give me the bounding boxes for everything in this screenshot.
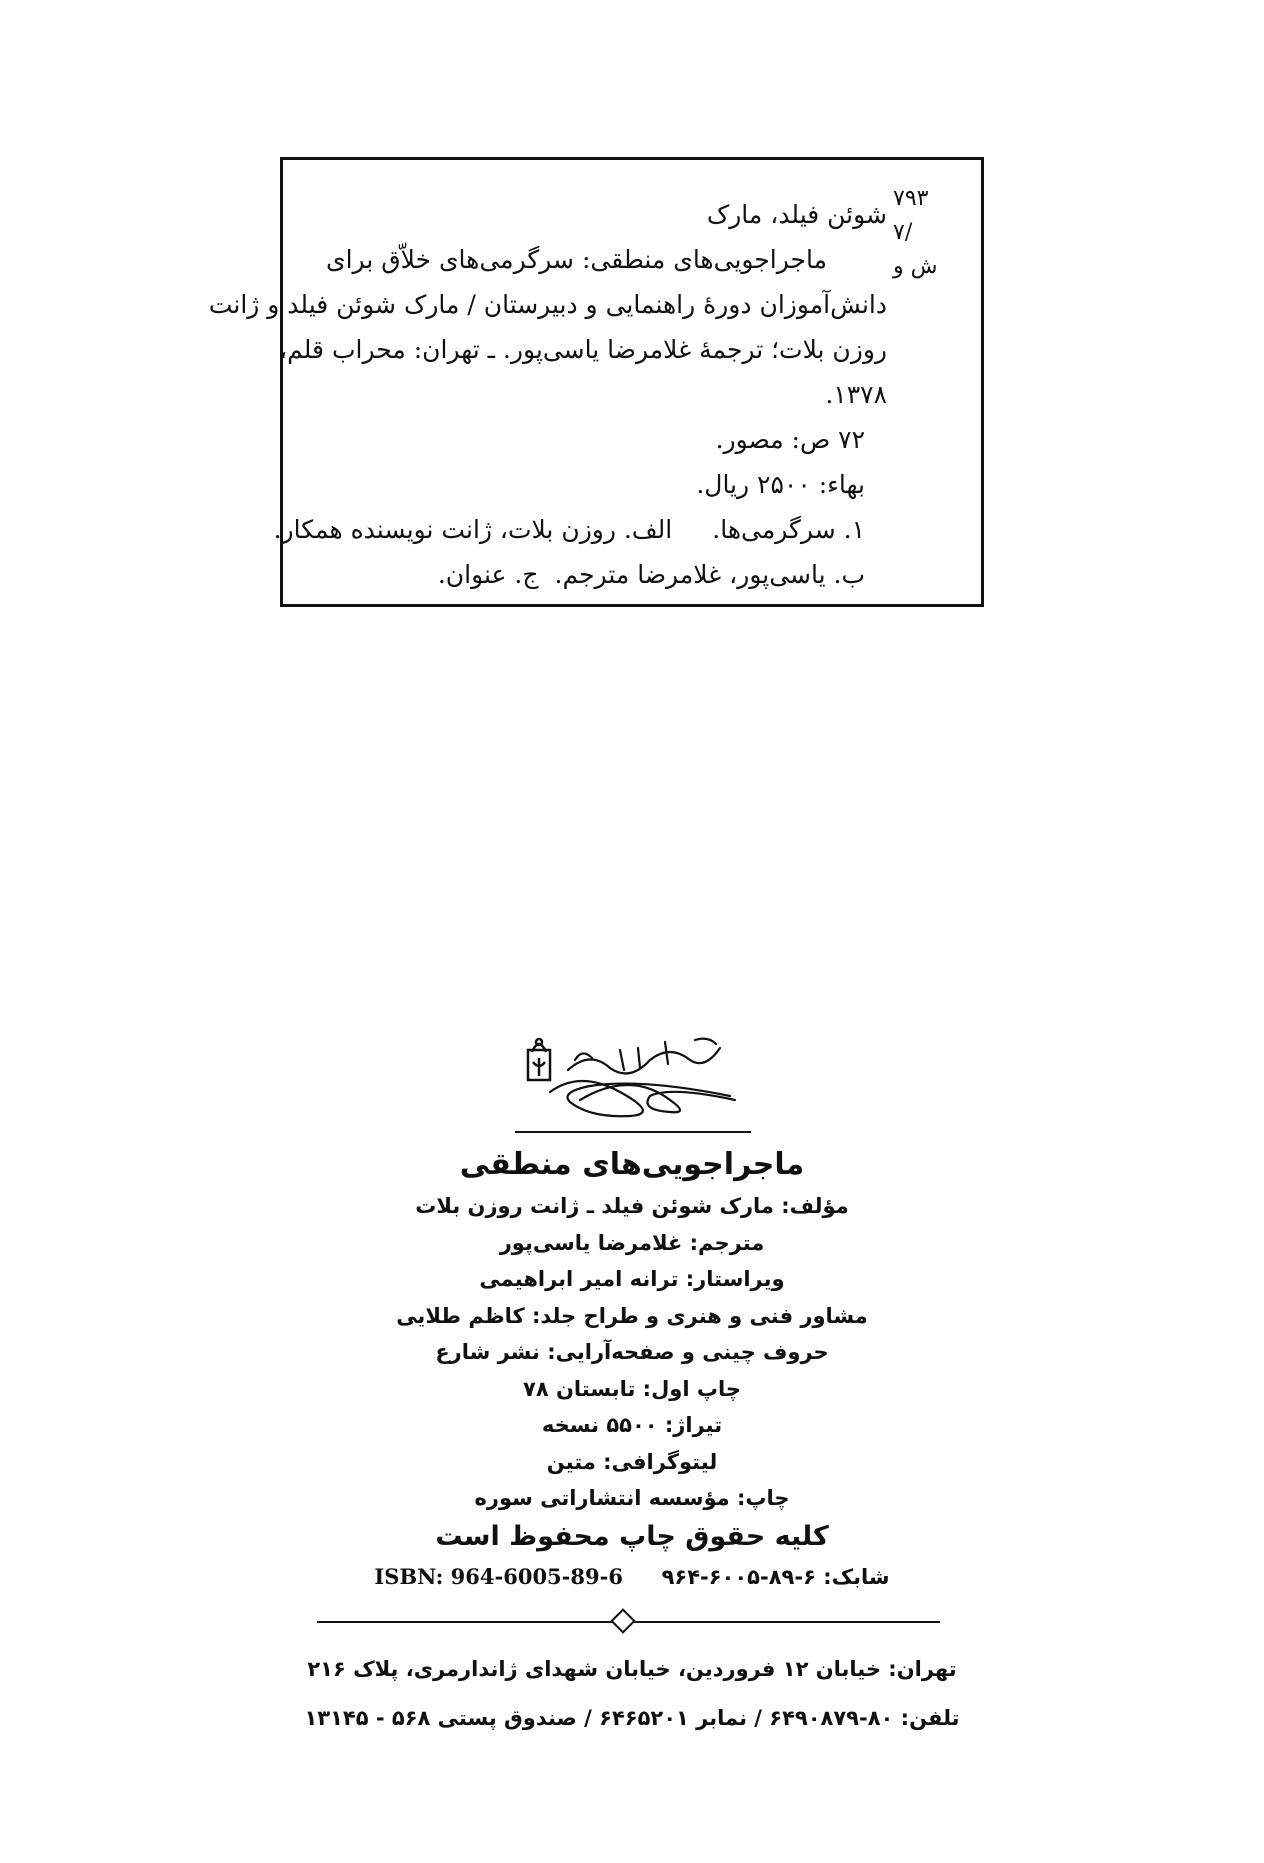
cataloging-in-publication-box	[208, 157, 984, 607]
cip-subjects-line-1	[273, 507, 887, 552]
credit-editor: ویراستار: ترانه امیر ابراهیمی	[479, 1267, 785, 1291]
publisher-phone: تلفن: ۸۰-۶۴۹۰۸۷۹ / نمابر ۶۴۶۵۲۰۱ / صندوق پستی ۵۶۸ - ۱۳۱۴۵	[304, 1706, 960, 1730]
publisher-logo	[520, 1030, 750, 1125]
call-number	[893, 182, 953, 284]
logo-divider	[515, 1131, 751, 1133]
credit-author: مؤلف: مارک شوئن فیلد ـ ژانت روزن بلات	[415, 1194, 849, 1218]
credit-lithography: لیتوگرافی: متین	[546, 1449, 718, 1474]
cip-added-entry-translator: ب. یاسی‌پور، غلامرضا مترجم.	[554, 560, 865, 589]
call-number-cutter: /۷	[893, 220, 913, 245]
publisher-emblem-icon	[520, 1030, 750, 1125]
cip-added-entry-title: ج. عنوان.	[437, 560, 539, 589]
isbn-row	[300, 1557, 964, 1597]
cip-record	[208, 184, 887, 597]
cip-added-entry-coauthor: الف. روزن بلات، ژانت نویسنده همکار.	[273, 515, 673, 544]
colophon-credits	[300, 1142, 964, 1597]
publisher-address: تهران: خیابان ۱۲ فروردین، خیابان شهدای ژاندارمری، پلاک ۲۱۶	[307, 1657, 957, 1681]
isbn-latin: ISBN: 964-6005-89-6	[374, 1563, 623, 1589]
cip-price: بهاء: ۲۵۰۰ ریال.	[696, 470, 865, 499]
cip-year: ۱۳۷۸.	[825, 380, 887, 409]
copyright-notice: کلیه حقوق چاپ محفوظ است	[435, 1520, 829, 1552]
call-number-author-mark: ش و	[893, 254, 938, 279]
diamond-ornament-icon	[610, 1608, 635, 1633]
credit-art-advisor: مشاور فنی و هنری و طراح جلد: کاظم طلایی	[396, 1303, 868, 1328]
credit-translator: مترجم: غلامرضا یاسی‌پور	[499, 1230, 765, 1255]
isbn-persian: شابک: ۶-۸۹-۶۰۰۵-۹۶۴	[661, 1564, 890, 1589]
cip-title-line-2: دانش‌آموزان دورهٔ راهنمایی و دبیرستان / مارک شوئن فیلد و ژانت	[208, 290, 887, 319]
cip-physical-description: ۷۲ ص: مصور.	[715, 425, 865, 454]
credit-typesetting: حروف چینی و صفحه‌آرایی: نشر شارع	[435, 1340, 829, 1364]
call-number-class: ۷۹۳	[893, 186, 929, 211]
credit-printing: چاپ: مؤسسه انتشاراتی سوره	[474, 1486, 790, 1510]
cip-author-heading: شوئن فیلد، مارک	[706, 200, 887, 229]
cip-title-line-3: روزن بلات؛ ترجمهٔ غلامرضا یاسی‌پور. ـ تهران: محراب قلم،	[279, 335, 887, 364]
credit-print-run: تیراژ: ۵۵۰۰ نسخه	[541, 1413, 723, 1437]
book-title: ماجراجویی‌های منطقی	[459, 1147, 805, 1182]
cip-subject: ۱. سرگرمی‌ها.	[712, 515, 865, 544]
cip-title-line-1: ماجراجویی‌های منطقی: سرگرمی‌های خلاّق برای	[326, 245, 827, 274]
cip-subjects-line-2	[307, 552, 887, 597]
publisher-contact	[300, 1645, 964, 1743]
credit-edition: چاپ اول: تابستان ۷۸	[523, 1376, 741, 1401]
